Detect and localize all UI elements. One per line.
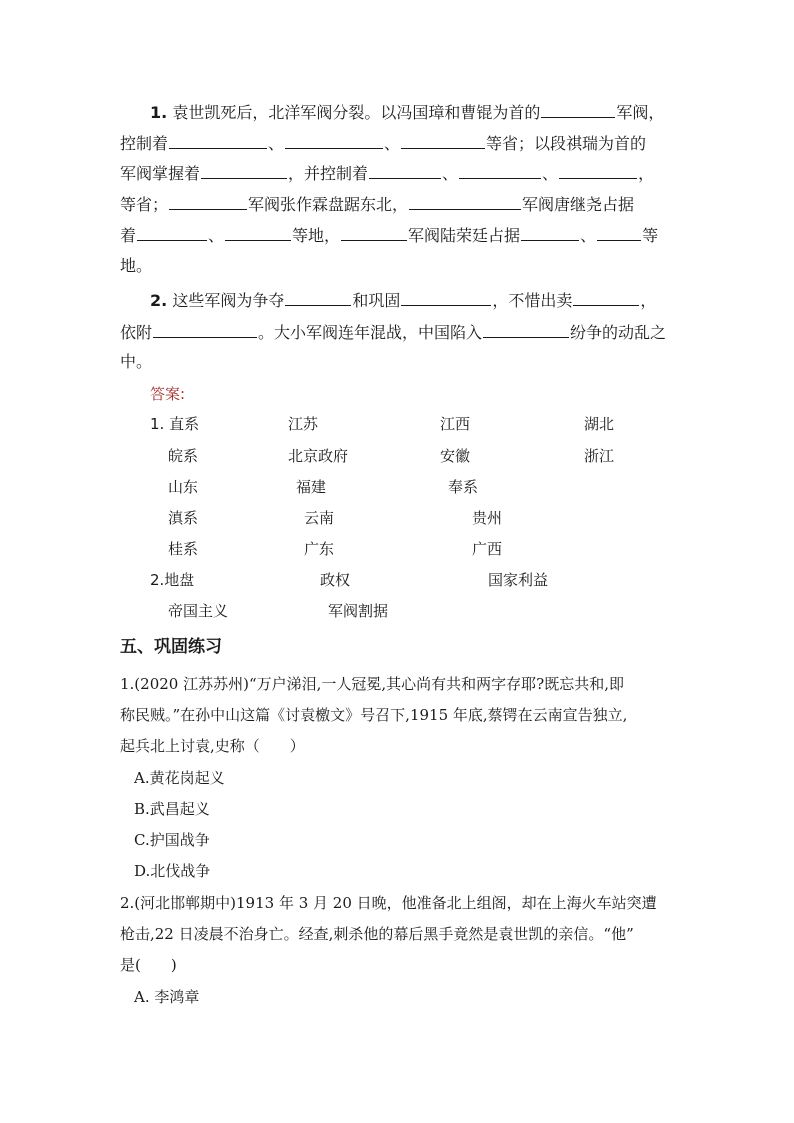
- answer-blank[interactable]: [401, 133, 485, 149]
- answer-item: 安徽: [440, 447, 471, 465]
- fill-q1-text: 军阀掌握着: [120, 164, 201, 183]
- fill-q1-line-4: [120, 194, 634, 214]
- answer-item: 帝国主义: [168, 602, 229, 620]
- fill-q1-line-5: [120, 225, 658, 245]
- separator: 、: [542, 164, 559, 183]
- fill-q2-text: 依附: [120, 323, 153, 342]
- fill-q1-text: 控制着: [120, 134, 169, 153]
- answer-item: 江苏: [288, 415, 319, 433]
- answer-blank[interactable]: [201, 163, 287, 179]
- fill-q2-line-2: [120, 322, 666, 342]
- section-title: 五、巩固练习: [120, 637, 222, 657]
- question-2-line-1: 2.(河北邯郸期中)1913 年 3 月 20 日晚，他准备北上组阁，却在上海火车站突遭: [120, 894, 657, 912]
- fill-q1-text: 着: [120, 226, 137, 245]
- fill-q1-text: 等地，: [292, 226, 341, 245]
- separator: 、: [580, 226, 597, 245]
- answer-item: 滇系: [168, 509, 199, 527]
- question-1-line-1: 1.(2020 江苏苏州)“万户涕泪,一人冠冕,其心尚有共和两字存耶?既忘共和,即: [120, 675, 624, 693]
- separator: 、: [268, 134, 285, 153]
- fill-q1-text: 等: [642, 226, 659, 245]
- fill-q1-text: 地。: [120, 256, 153, 275]
- fill-q1-line-2: [120, 133, 646, 153]
- answer-item: 贵州: [472, 509, 503, 527]
- answer-item: 浙江: [584, 447, 615, 465]
- fill-q1-text: 袁世凯死后，北洋军阀分裂。以冯国璋和曹锟为首的: [172, 103, 541, 122]
- separator: 、: [384, 134, 401, 153]
- answer-blank[interactable]: [409, 194, 521, 210]
- answer-blank[interactable]: [225, 225, 291, 241]
- question-2-line-3: 是( ): [120, 956, 177, 974]
- answer-blank[interactable]: [541, 102, 615, 118]
- fill-q1-text: 等省；: [120, 195, 169, 214]
- answer-blank[interactable]: [597, 225, 641, 241]
- question-1-option-b[interactable]: B.武昌起义: [134, 800, 210, 818]
- question-1-line-3: 起兵北上讨袁,史称（ ）: [120, 737, 305, 755]
- question-1-option-c[interactable]: C.护国战争: [134, 831, 210, 849]
- answer-item: 云南: [304, 509, 335, 527]
- answer-item: 湖北: [584, 415, 615, 433]
- answer-item: 2.地盘: [150, 571, 195, 589]
- fill-q1-number: 1.: [150, 103, 168, 122]
- fill-q2-number: 2.: [150, 291, 168, 310]
- fill-q2-text: 和巩固: [352, 291, 401, 310]
- fill-q1-text: 军阀张作霖盘踞东北，: [248, 195, 409, 214]
- fill-q1-line-6: [120, 256, 152, 276]
- fill-q2-text: ，: [640, 291, 657, 310]
- fill-q1-line-1: [150, 102, 664, 122]
- answer-item: 江西: [440, 415, 471, 433]
- answer-blank[interactable]: [169, 133, 267, 149]
- fill-q1-text: 军阀陆荣廷占据: [408, 226, 521, 245]
- answer-item: 山东: [168, 478, 199, 496]
- fill-q1-text: 军阀，: [616, 103, 665, 122]
- fill-q1-line-3: [120, 163, 654, 183]
- answer-item: 福建: [296, 478, 327, 496]
- answer-blank[interactable]: [137, 225, 207, 241]
- fill-q2-text: 这些军阀为争夺: [172, 291, 285, 310]
- fill-q2-text: 中。: [120, 352, 153, 371]
- fill-q1-text: 军阀唐继尧占据: [522, 195, 635, 214]
- fill-q1-text: 等省；以段祺瑞为首的: [486, 134, 647, 153]
- answer-item: 1. 直系: [150, 415, 200, 433]
- answer-item: 桂系: [168, 540, 199, 558]
- answer-blank[interactable]: [153, 322, 257, 338]
- answers-label: 答案:: [150, 385, 186, 403]
- question-1-option-a[interactable]: A.黄花岗起义: [134, 769, 225, 787]
- fill-q1-text: ，并控制着: [288, 164, 369, 183]
- answer-blank[interactable]: [401, 290, 491, 306]
- answer-item: 北京政府: [288, 447, 349, 465]
- fill-q2-line-1: [150, 290, 656, 310]
- answer-blank[interactable]: [285, 133, 383, 149]
- answer-blank[interactable]: [369, 163, 441, 179]
- answer-blank[interactable]: [285, 290, 351, 306]
- answer-item: 奉系: [448, 478, 479, 496]
- question-1-line-2: 称民贼。”在孙中山这篇《讨袁檄文》号召下,1915 年底,蔡锷在云南宣告独立,: [120, 706, 628, 724]
- question-2-option-a[interactable]: A. 李鸿章: [134, 988, 200, 1006]
- answer-item: 国家利益: [488, 571, 549, 589]
- separator: 、: [442, 164, 459, 183]
- answer-blank[interactable]: [573, 290, 639, 306]
- fill-q2-line-3: [120, 352, 152, 372]
- answer-blank[interactable]: [559, 163, 637, 179]
- answer-blank[interactable]: [169, 194, 247, 210]
- separator: ，: [638, 164, 655, 183]
- answer-item: 皖系: [168, 447, 199, 465]
- answer-item: 政权: [320, 571, 351, 589]
- answer-blank[interactable]: [341, 225, 407, 241]
- fill-q2-text: ，不惜出卖: [492, 291, 573, 310]
- question-2-line-2: 枪击,22 日凌晨不治身亡。经查,刺杀他的幕后黑手竟然是袁世凯的亲信。“他”: [120, 925, 634, 943]
- answer-blank[interactable]: [459, 163, 541, 179]
- answer-blank[interactable]: [483, 322, 569, 338]
- answer-item: 广西: [472, 540, 503, 558]
- separator: 、: [208, 226, 225, 245]
- answer-item: 广东: [304, 540, 335, 558]
- question-1-option-d[interactable]: D.北伐战争: [134, 862, 211, 880]
- fill-q2-text: 。大小军阀连年混战，中国陷入: [258, 323, 483, 342]
- fill-q2-text: 纷争的动乱之: [570, 323, 667, 342]
- answer-item: 军阀割据: [328, 602, 389, 620]
- answer-blank[interactable]: [521, 225, 579, 241]
